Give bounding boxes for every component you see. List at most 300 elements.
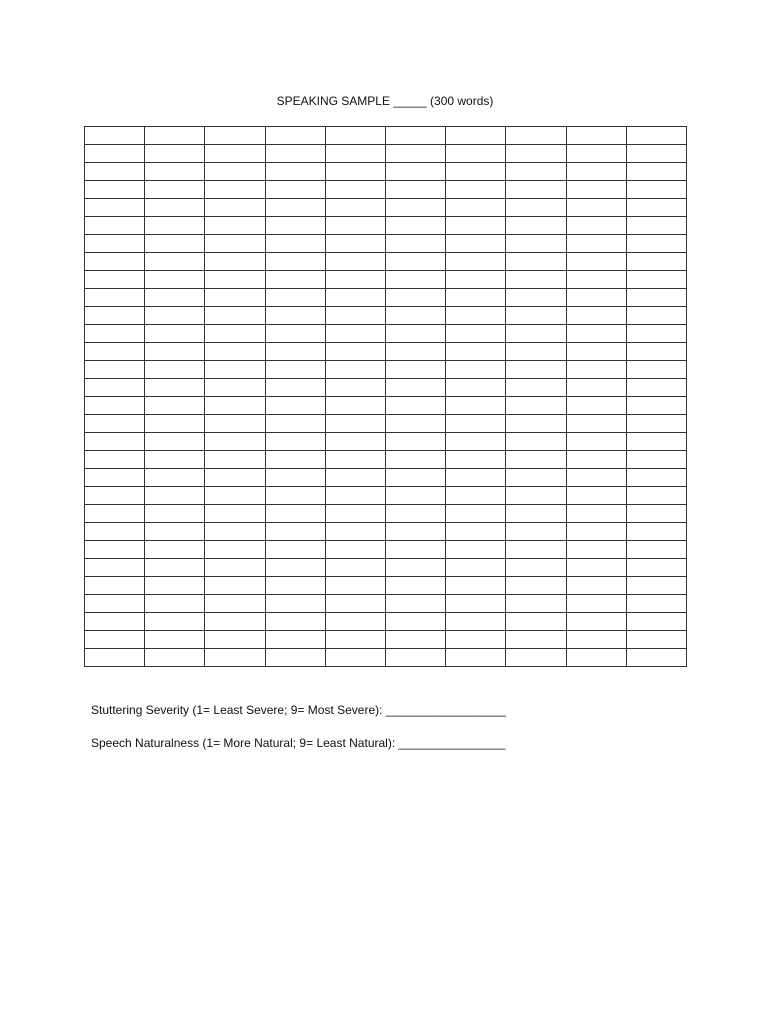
grid-cell[interactable] <box>205 487 265 505</box>
grid-cell[interactable] <box>626 469 686 487</box>
grid-cell[interactable] <box>626 451 686 469</box>
grid-cell[interactable] <box>265 235 325 253</box>
grid-cell[interactable] <box>325 433 385 451</box>
grid-cell[interactable] <box>325 127 385 145</box>
grid-cell[interactable] <box>325 253 385 271</box>
grid-cell[interactable] <box>205 595 265 613</box>
grid-cell[interactable] <box>85 379 145 397</box>
grid-cell[interactable] <box>385 631 445 649</box>
grid-cell[interactable] <box>385 577 445 595</box>
grid-cell[interactable] <box>566 631 626 649</box>
grid-cell[interactable] <box>205 253 265 271</box>
grid-cell[interactable] <box>205 379 265 397</box>
grid-cell[interactable] <box>145 649 205 667</box>
grid-cell[interactable] <box>566 451 626 469</box>
grid-cell[interactable] <box>385 145 445 163</box>
grid-cell[interactable] <box>566 343 626 361</box>
grid-cell[interactable] <box>265 469 325 487</box>
grid-cell[interactable] <box>506 469 566 487</box>
grid-cell[interactable] <box>626 397 686 415</box>
grid-cell[interactable] <box>626 361 686 379</box>
grid-cell[interactable] <box>205 145 265 163</box>
grid-cell[interactable] <box>506 163 566 181</box>
grid-cell[interactable] <box>506 271 566 289</box>
grid-cell[interactable] <box>446 613 506 631</box>
grid-cell[interactable] <box>325 271 385 289</box>
grid-cell[interactable] <box>85 433 145 451</box>
grid-cell[interactable] <box>205 415 265 433</box>
grid-cell[interactable] <box>205 361 265 379</box>
grid-cell[interactable] <box>325 415 385 433</box>
grid-cell[interactable] <box>325 289 385 307</box>
grid-cell[interactable] <box>145 361 205 379</box>
grid-cell[interactable] <box>145 307 205 325</box>
grid-cell[interactable] <box>85 613 145 631</box>
grid-cell[interactable] <box>85 469 145 487</box>
grid-cell[interactable] <box>506 523 566 541</box>
grid-cell[interactable] <box>85 631 145 649</box>
grid-cell[interactable] <box>85 217 145 235</box>
grid-cell[interactable] <box>325 451 385 469</box>
grid-cell[interactable] <box>626 415 686 433</box>
grid-cell[interactable] <box>385 595 445 613</box>
grid-cell[interactable] <box>265 217 325 235</box>
grid-cell[interactable] <box>205 505 265 523</box>
grid-cell[interactable] <box>85 235 145 253</box>
grid-cell[interactable] <box>85 361 145 379</box>
grid-cell[interactable] <box>205 271 265 289</box>
grid-cell[interactable] <box>446 325 506 343</box>
grid-cell[interactable] <box>325 343 385 361</box>
grid-cell[interactable] <box>205 469 265 487</box>
grid-cell[interactable] <box>385 649 445 667</box>
grid-cell[interactable] <box>145 451 205 469</box>
grid-cell[interactable] <box>446 163 506 181</box>
grid-cell[interactable] <box>446 595 506 613</box>
grid-cell[interactable] <box>385 433 445 451</box>
grid-cell[interactable] <box>626 343 686 361</box>
grid-cell[interactable] <box>205 559 265 577</box>
grid-cell[interactable] <box>205 433 265 451</box>
grid-cell[interactable] <box>385 325 445 343</box>
grid-cell[interactable] <box>145 127 205 145</box>
grid-cell[interactable] <box>145 415 205 433</box>
grid-cell[interactable] <box>265 325 325 343</box>
grid-cell[interactable] <box>265 199 325 217</box>
grid-cell[interactable] <box>205 577 265 595</box>
grid-cell[interactable] <box>626 217 686 235</box>
grid-cell[interactable] <box>626 595 686 613</box>
grid-cell[interactable] <box>566 235 626 253</box>
grid-cell[interactable] <box>446 469 506 487</box>
grid-cell[interactable] <box>626 631 686 649</box>
grid-cell[interactable] <box>506 451 566 469</box>
grid-cell[interactable] <box>446 127 506 145</box>
grid-cell[interactable] <box>626 145 686 163</box>
grid-cell[interactable] <box>385 307 445 325</box>
grid-cell[interactable] <box>325 235 385 253</box>
grid-cell[interactable] <box>446 577 506 595</box>
grid-cell[interactable] <box>566 289 626 307</box>
grid-cell[interactable] <box>626 307 686 325</box>
grid-cell[interactable] <box>85 181 145 199</box>
grid-cell[interactable] <box>205 163 265 181</box>
grid-cell[interactable] <box>145 559 205 577</box>
grid-cell[interactable] <box>385 397 445 415</box>
grid-cell[interactable] <box>446 451 506 469</box>
grid-cell[interactable] <box>325 541 385 559</box>
grid-cell[interactable] <box>446 523 506 541</box>
grid-cell[interactable] <box>506 379 566 397</box>
grid-cell[interactable] <box>626 163 686 181</box>
grid-cell[interactable] <box>205 541 265 559</box>
grid-cell[interactable] <box>566 559 626 577</box>
grid-cell[interactable] <box>626 433 686 451</box>
grid-cell[interactable] <box>325 145 385 163</box>
grid-cell[interactable] <box>446 199 506 217</box>
grid-cell[interactable] <box>626 613 686 631</box>
grid-cell[interactable] <box>325 199 385 217</box>
grid-cell[interactable] <box>626 325 686 343</box>
grid-cell[interactable] <box>566 523 626 541</box>
grid-cell[interactable] <box>626 235 686 253</box>
grid-cell[interactable] <box>626 523 686 541</box>
grid-cell[interactable] <box>385 559 445 577</box>
grid-cell[interactable] <box>566 505 626 523</box>
grid-cell[interactable] <box>506 595 566 613</box>
grid-cell[interactable] <box>145 289 205 307</box>
grid-cell[interactable] <box>566 325 626 343</box>
grid-cell[interactable] <box>506 433 566 451</box>
grid-cell[interactable] <box>385 415 445 433</box>
grid-cell[interactable] <box>385 253 445 271</box>
grid-cell[interactable] <box>145 523 205 541</box>
grid-cell[interactable] <box>325 631 385 649</box>
grid-cell[interactable] <box>385 289 445 307</box>
grid-cell[interactable] <box>205 613 265 631</box>
grid-cell[interactable] <box>205 325 265 343</box>
grid-cell[interactable] <box>145 343 205 361</box>
grid-cell[interactable] <box>325 217 385 235</box>
grid-cell[interactable] <box>325 325 385 343</box>
grid-cell[interactable] <box>446 415 506 433</box>
grid-cell[interactable] <box>85 505 145 523</box>
grid-cell[interactable] <box>145 541 205 559</box>
grid-cell[interactable] <box>325 181 385 199</box>
grid-cell[interactable] <box>385 487 445 505</box>
grid-cell[interactable] <box>145 469 205 487</box>
grid-cell[interactable] <box>85 289 145 307</box>
grid-cell[interactable] <box>446 181 506 199</box>
grid-cell[interactable] <box>506 631 566 649</box>
grid-cell[interactable] <box>506 307 566 325</box>
grid-cell[interactable] <box>566 649 626 667</box>
grid-cell[interactable] <box>85 559 145 577</box>
grid-cell[interactable] <box>385 217 445 235</box>
grid-cell[interactable] <box>265 631 325 649</box>
grid-cell[interactable] <box>145 613 205 631</box>
grid-cell[interactable] <box>145 235 205 253</box>
grid-cell[interactable] <box>85 199 145 217</box>
grid-cell[interactable] <box>446 433 506 451</box>
grid-cell[interactable] <box>265 577 325 595</box>
grid-cell[interactable] <box>566 361 626 379</box>
grid-cell[interactable] <box>265 523 325 541</box>
grid-cell[interactable] <box>265 307 325 325</box>
grid-cell[interactable] <box>325 307 385 325</box>
grid-cell[interactable] <box>566 433 626 451</box>
grid-cell[interactable] <box>265 361 325 379</box>
grid-cell[interactable] <box>566 163 626 181</box>
grid-cell[interactable] <box>85 343 145 361</box>
grid-cell[interactable] <box>325 397 385 415</box>
grid-cell[interactable] <box>145 217 205 235</box>
grid-cell[interactable] <box>446 379 506 397</box>
grid-cell[interactable] <box>506 415 566 433</box>
grid-cell[interactable] <box>446 559 506 577</box>
grid-cell[interactable] <box>506 217 566 235</box>
grid-cell[interactable] <box>506 181 566 199</box>
grid-cell[interactable] <box>205 235 265 253</box>
grid-cell[interactable] <box>385 451 445 469</box>
grid-cell[interactable] <box>265 163 325 181</box>
grid-cell[interactable] <box>385 271 445 289</box>
grid-cell[interactable] <box>85 253 145 271</box>
grid-cell[interactable] <box>145 487 205 505</box>
grid-cell[interactable] <box>506 577 566 595</box>
grid-cell[interactable] <box>85 577 145 595</box>
grid-cell[interactable] <box>145 631 205 649</box>
grid-cell[interactable] <box>566 145 626 163</box>
grid-cell[interactable] <box>446 217 506 235</box>
grid-cell[interactable] <box>265 145 325 163</box>
grid-cell[interactable] <box>265 253 325 271</box>
grid-cell[interactable] <box>205 523 265 541</box>
grid-cell[interactable] <box>85 163 145 181</box>
grid-cell[interactable] <box>566 397 626 415</box>
grid-cell[interactable] <box>205 181 265 199</box>
grid-cell[interactable] <box>145 379 205 397</box>
grid-cell[interactable] <box>145 145 205 163</box>
grid-cell[interactable] <box>85 451 145 469</box>
grid-cell[interactable] <box>205 451 265 469</box>
grid-cell[interactable] <box>566 307 626 325</box>
grid-cell[interactable] <box>626 379 686 397</box>
grid-cell[interactable] <box>566 487 626 505</box>
grid-cell[interactable] <box>626 649 686 667</box>
grid-cell[interactable] <box>325 613 385 631</box>
grid-cell[interactable] <box>325 559 385 577</box>
grid-cell[interactable] <box>85 325 145 343</box>
grid-cell[interactable] <box>446 541 506 559</box>
grid-cell[interactable] <box>566 415 626 433</box>
grid-cell[interactable] <box>446 397 506 415</box>
grid-cell[interactable] <box>566 613 626 631</box>
grid-cell[interactable] <box>385 379 445 397</box>
grid-cell[interactable] <box>506 361 566 379</box>
grid-cell[interactable] <box>446 145 506 163</box>
grid-cell[interactable] <box>85 271 145 289</box>
grid-cell[interactable] <box>385 541 445 559</box>
grid-cell[interactable] <box>446 343 506 361</box>
grid-cell[interactable] <box>265 289 325 307</box>
grid-cell[interactable] <box>265 613 325 631</box>
grid-cell[interactable] <box>506 649 566 667</box>
grid-cell[interactable] <box>205 649 265 667</box>
grid-cell[interactable] <box>385 613 445 631</box>
grid-cell[interactable] <box>626 505 686 523</box>
grid-cell[interactable] <box>205 289 265 307</box>
grid-cell[interactable] <box>265 271 325 289</box>
grid-cell[interactable] <box>385 505 445 523</box>
grid-cell[interactable] <box>265 343 325 361</box>
grid-cell[interactable] <box>85 595 145 613</box>
grid-cell[interactable] <box>385 235 445 253</box>
grid-cell[interactable] <box>446 307 506 325</box>
grid-cell[interactable] <box>265 487 325 505</box>
grid-cell[interactable] <box>446 271 506 289</box>
grid-cell[interactable] <box>325 595 385 613</box>
grid-cell[interactable] <box>325 163 385 181</box>
grid-cell[interactable] <box>446 361 506 379</box>
grid-cell[interactable] <box>325 487 385 505</box>
grid-cell[interactable] <box>446 649 506 667</box>
grid-cell[interactable] <box>385 469 445 487</box>
grid-cell[interactable] <box>626 541 686 559</box>
grid-cell[interactable] <box>265 379 325 397</box>
grid-cell[interactable] <box>566 217 626 235</box>
grid-cell[interactable] <box>145 595 205 613</box>
grid-cell[interactable] <box>265 433 325 451</box>
grid-cell[interactable] <box>446 289 506 307</box>
grid-cell[interactable] <box>506 613 566 631</box>
grid-cell[interactable] <box>85 307 145 325</box>
grid-cell[interactable] <box>205 217 265 235</box>
grid-cell[interactable] <box>265 649 325 667</box>
grid-cell[interactable] <box>566 127 626 145</box>
grid-cell[interactable] <box>205 199 265 217</box>
grid-cell[interactable] <box>145 163 205 181</box>
grid-cell[interactable] <box>506 199 566 217</box>
grid-cell[interactable] <box>265 397 325 415</box>
grid-cell[interactable] <box>145 199 205 217</box>
grid-cell[interactable] <box>566 541 626 559</box>
grid-cell[interactable] <box>325 577 385 595</box>
grid-cell[interactable] <box>385 343 445 361</box>
grid-cell[interactable] <box>265 415 325 433</box>
grid-cell[interactable] <box>85 649 145 667</box>
grid-cell[interactable] <box>506 343 566 361</box>
grid-cell[interactable] <box>506 397 566 415</box>
grid-cell[interactable] <box>566 271 626 289</box>
grid-cell[interactable] <box>506 127 566 145</box>
grid-cell[interactable] <box>566 181 626 199</box>
grid-cell[interactable] <box>566 577 626 595</box>
grid-cell[interactable] <box>626 253 686 271</box>
grid-cell[interactable] <box>265 595 325 613</box>
grid-cell[interactable] <box>85 127 145 145</box>
grid-cell[interactable] <box>205 397 265 415</box>
grid-cell[interactable] <box>626 181 686 199</box>
grid-cell[interactable] <box>265 541 325 559</box>
grid-cell[interactable] <box>265 127 325 145</box>
grid-cell[interactable] <box>145 397 205 415</box>
grid-cell[interactable] <box>265 451 325 469</box>
grid-cell[interactable] <box>506 559 566 577</box>
grid-cell[interactable] <box>205 307 265 325</box>
grid-cell[interactable] <box>385 361 445 379</box>
grid-cell[interactable] <box>506 253 566 271</box>
grid-cell[interactable] <box>385 181 445 199</box>
grid-cell[interactable] <box>385 163 445 181</box>
grid-cell[interactable] <box>325 469 385 487</box>
grid-cell[interactable] <box>566 253 626 271</box>
grid-cell[interactable] <box>446 505 506 523</box>
grid-cell[interactable] <box>506 505 566 523</box>
grid-cell[interactable] <box>85 541 145 559</box>
grid-cell[interactable] <box>566 379 626 397</box>
grid-cell[interactable] <box>626 487 686 505</box>
grid-cell[interactable] <box>85 415 145 433</box>
grid-cell[interactable] <box>325 649 385 667</box>
grid-cell[interactable] <box>205 127 265 145</box>
grid-cell[interactable] <box>446 253 506 271</box>
grid-cell[interactable] <box>626 559 686 577</box>
grid-cell[interactable] <box>325 505 385 523</box>
grid-cell[interactable] <box>205 343 265 361</box>
grid-cell[interactable] <box>325 379 385 397</box>
grid-cell[interactable] <box>85 487 145 505</box>
grid-cell[interactable] <box>205 631 265 649</box>
grid-cell[interactable] <box>265 181 325 199</box>
grid-cell[interactable] <box>325 361 385 379</box>
grid-cell[interactable] <box>385 523 445 541</box>
grid-cell[interactable] <box>145 433 205 451</box>
grid-cell[interactable] <box>446 487 506 505</box>
grid-cell[interactable] <box>446 631 506 649</box>
grid-cell[interactable] <box>506 325 566 343</box>
grid-cell[interactable] <box>506 541 566 559</box>
grid-cell[interactable] <box>145 505 205 523</box>
grid-cell[interactable] <box>506 487 566 505</box>
grid-cell[interactable] <box>85 523 145 541</box>
grid-cell[interactable] <box>506 235 566 253</box>
grid-cell[interactable] <box>145 325 205 343</box>
grid-cell[interactable] <box>566 469 626 487</box>
grid-cell[interactable] <box>626 127 686 145</box>
grid-cell[interactable] <box>566 199 626 217</box>
grid-cell[interactable] <box>446 235 506 253</box>
grid-cell[interactable] <box>265 505 325 523</box>
grid-cell[interactable] <box>145 181 205 199</box>
grid-cell[interactable] <box>85 397 145 415</box>
grid-cell[interactable] <box>385 127 445 145</box>
grid-cell[interactable] <box>265 559 325 577</box>
grid-cell[interactable] <box>506 289 566 307</box>
grid-cell[interactable] <box>626 289 686 307</box>
grid-cell[interactable] <box>145 577 205 595</box>
grid-cell[interactable] <box>325 523 385 541</box>
grid-cell[interactable] <box>566 595 626 613</box>
grid-cell[interactable] <box>626 199 686 217</box>
grid-cell[interactable] <box>85 145 145 163</box>
grid-cell[interactable] <box>385 199 445 217</box>
grid-cell[interactable] <box>626 577 686 595</box>
grid-cell[interactable] <box>145 253 205 271</box>
grid-cell[interactable] <box>145 271 205 289</box>
grid-cell[interactable] <box>506 145 566 163</box>
grid-cell[interactable] <box>626 271 686 289</box>
